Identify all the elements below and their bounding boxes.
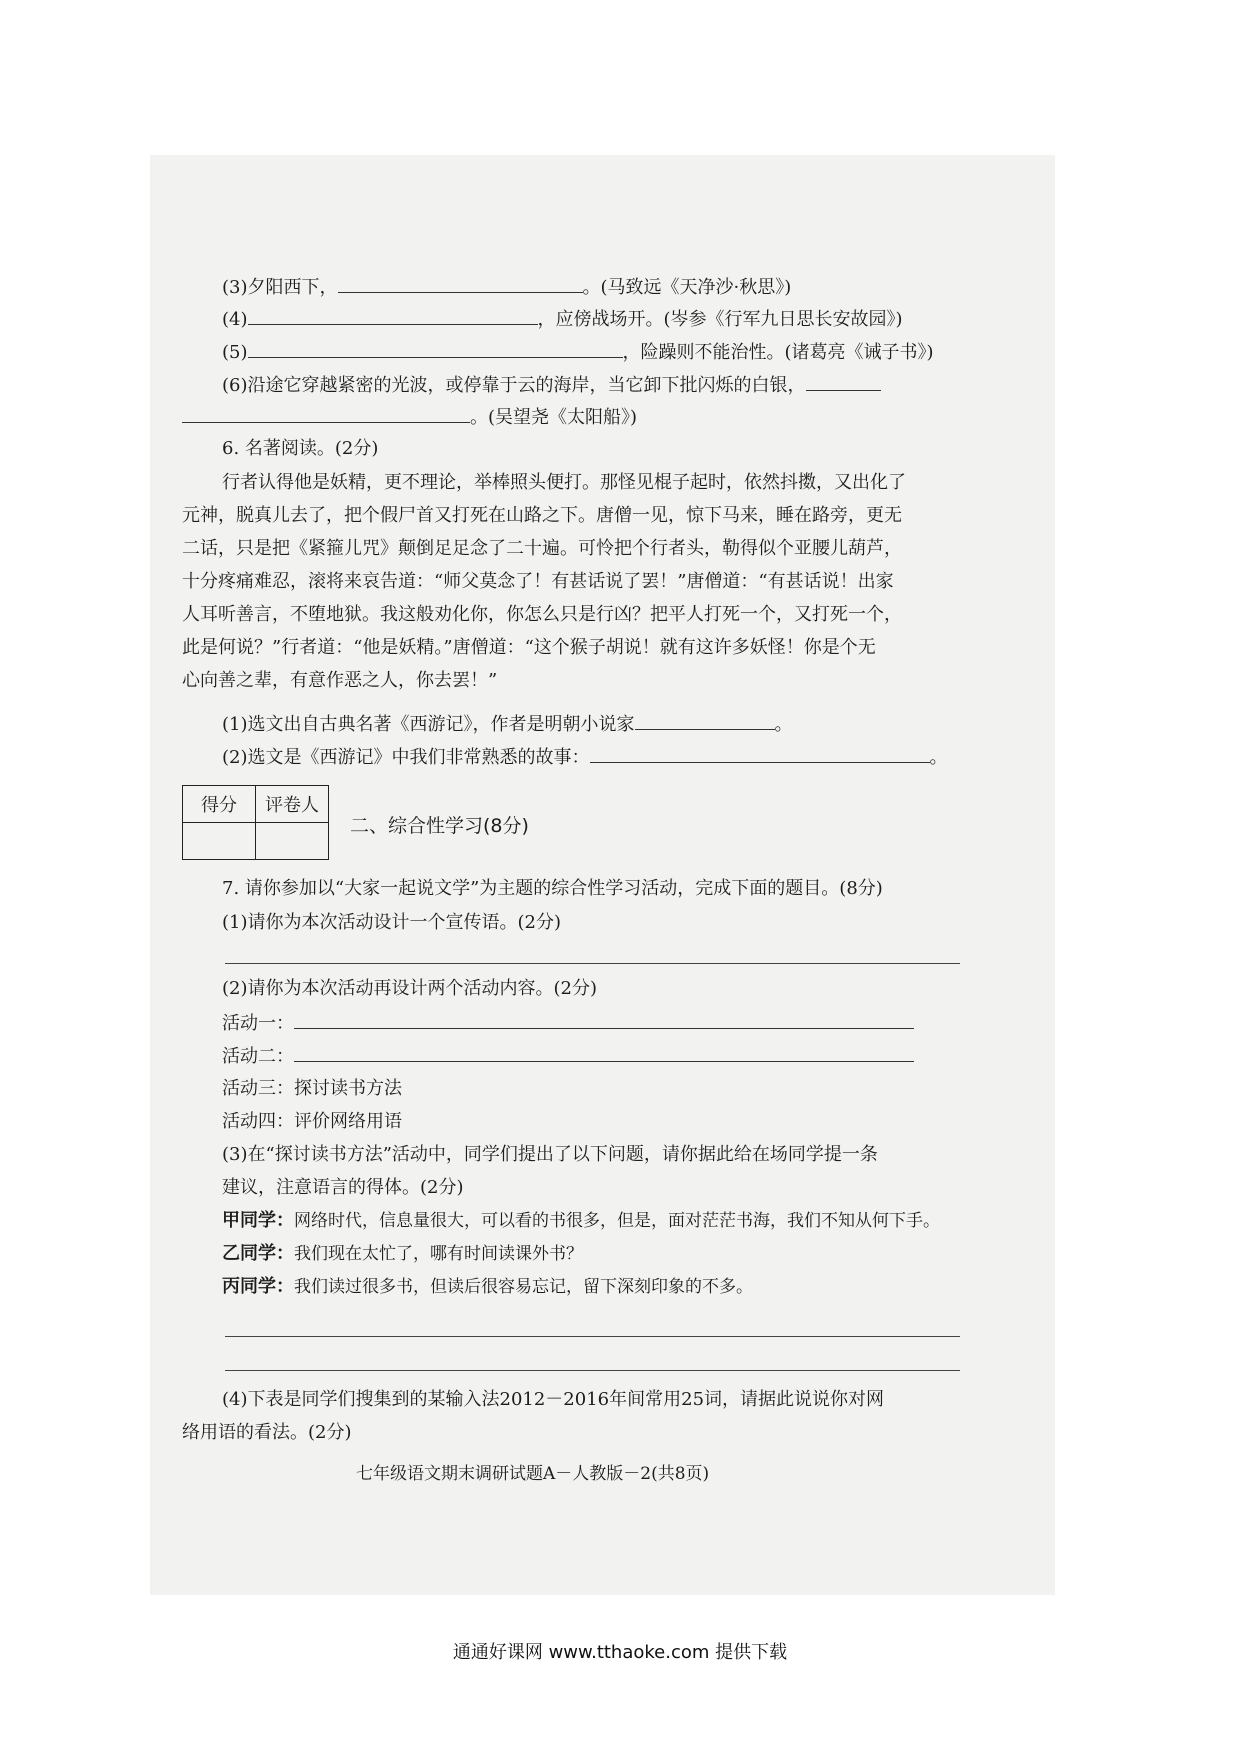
q6-passage-line-7: 心向善之辈，有意作恶之人，你去罢！” xyxy=(182,670,498,691)
q7-activity-1 xyxy=(222,1012,914,1035)
q5-item4-suffix: ，应傍战场开。(岑参《行军九日思长安故园》) xyxy=(537,309,903,330)
q6-passage-line-6: 此是何说？”行者道：“他是妖精。”唐僧道：“这个猴子胡说！就有这许多妖怪！你是个无 xyxy=(182,637,876,658)
student-yi-label: 乙同学： xyxy=(222,1243,294,1264)
answer-blank[interactable] xyxy=(294,1012,914,1029)
section-title: 二、综合性学习(8分) xyxy=(350,815,529,837)
q6-sub1-suffix: 。 xyxy=(774,714,793,735)
q5-item3-suffix: 。(马致远《天净沙·秋思》) xyxy=(582,277,792,298)
answer-blank[interactable] xyxy=(182,406,470,423)
q7-activity-2 xyxy=(222,1045,914,1068)
q5-item3-prefix: (3)夕阳西下， xyxy=(222,277,338,298)
q7-sub4-line1: (4)下表是同学们搜集到的某输入法2012－2016年间常用25词，请据此说说你对网 xyxy=(222,1389,885,1410)
answer-line[interactable] xyxy=(225,1336,960,1337)
answer-blank[interactable] xyxy=(806,374,881,391)
page-footer: 七年级语文期末调研试题A－人教版－2(共8页) xyxy=(356,1464,710,1484)
q7-heading: 7. 请你参加以“大家一起说文学”为主题的综合性学习活动，完成下面的题目。(8分) xyxy=(222,878,883,899)
student-bing-text: 我们读过很多书，但读后很容易忘记，留下深刻印象的不多。 xyxy=(294,1277,753,1297)
grader-cell[interactable] xyxy=(256,823,329,860)
q5-item6-line1 xyxy=(222,374,881,397)
q5-item6-suffix: 。(吴望尧《太阳船》) xyxy=(470,407,638,428)
q5-item6-line2 xyxy=(182,406,637,429)
site-footer: 通通好课网 www.tthaoke.com 提供下载 xyxy=(452,1642,788,1663)
q6-passage-line-5: 人耳听善言，不堕地狱。我这般劝化你，你怎么只是行凶？把平人打死一个，又打死一个， xyxy=(182,604,902,625)
answer-blank[interactable] xyxy=(248,341,623,358)
student-bing xyxy=(222,1276,753,1298)
q7-sub3-line2: 建议，注意语言的得体。(2分) xyxy=(222,1177,464,1198)
q6-passage-line-1: 行者认得他是妖精，更不理论，举棒照头便打。那怪见棍子起时，依然抖擞，又出化了 xyxy=(222,472,906,493)
student-yi-text: 我们现在太忙了，哪有时间读课外书？ xyxy=(294,1244,583,1264)
answer-blank[interactable] xyxy=(338,276,583,293)
answer-blank[interactable] xyxy=(635,713,775,730)
score-box xyxy=(182,785,329,860)
q5-item3 xyxy=(222,276,791,299)
student-yi xyxy=(222,1243,583,1265)
student-bing-label: 丙同学： xyxy=(222,1276,294,1297)
student-jia-label: 甲同学： xyxy=(222,1210,294,1231)
q5-item6-text: (6)沿途它穿越紧密的光波，或停靠于云的海岸，当它卸下批闪烁的白银， xyxy=(222,375,806,396)
q6-heading: 6. 名著阅读。(2分) xyxy=(222,438,379,459)
score-cell[interactable] xyxy=(183,823,256,860)
student-jia-text: 网络时代，信息量很大，可以看的书很多，但是，面对茫茫书海，我们不知从何下手。 xyxy=(294,1211,940,1231)
activity-1-label: 活动一： xyxy=(222,1013,294,1034)
q6-passage-line-2: 元神，脱真儿去了，把个假尸首又打死在山路之下。唐僧一见，惊下马来，睡在路旁，更无 xyxy=(182,505,902,526)
q7-sub4-line2: 络用语的看法。(2分) xyxy=(182,1422,352,1443)
q7-sub3-line1: (3)在“探讨读书方法”活动中，同学们提出了以下问题，请你据此给在场同学提一条 xyxy=(222,1144,878,1165)
q7-activity-4: 活动四：评价网络用语 xyxy=(222,1111,402,1132)
q5-item4 xyxy=(222,308,903,331)
q5-item5-suffix: ，险躁则不能治性。(诸葛亮《诫子书》) xyxy=(622,342,934,363)
q5-item4-prefix: (4) xyxy=(222,309,248,330)
q6-sub1 xyxy=(222,713,793,736)
q6-passage-line-4: 十分疼痛难忍，滚将来哀告道：“师父莫念了！有甚话说了罢！”唐僧道：“有甚话说！出家 xyxy=(182,571,894,592)
q6-passage-line-3: 二话，只是把《紧箍儿咒》颠倒足足念了二十遍。可怜把个行者头，勒得似个亚腰儿葫芦， xyxy=(182,538,902,559)
score-label: 得分 xyxy=(183,786,256,823)
q6-sub1-text: (1)选文出自古典名著《西游记》，作者是明朝小说家 xyxy=(222,714,635,735)
grader-label: 评卷人 xyxy=(256,786,329,823)
answer-blank[interactable] xyxy=(294,1045,914,1062)
q5-item5 xyxy=(222,341,934,364)
q6-sub2-suffix: 。 xyxy=(929,747,948,768)
answer-line[interactable] xyxy=(225,1370,960,1371)
answer-blank[interactable] xyxy=(590,746,930,763)
q7-sub1: (1)请你为本次活动设计一个宣传语。(2分) xyxy=(222,912,561,933)
q7-sub2: (2)请你为本次活动再设计两个活动内容。(2分) xyxy=(222,978,597,999)
q5-item5-prefix: (5) xyxy=(222,342,248,363)
scanned-page xyxy=(150,155,1055,1595)
activity-2-label: 活动二： xyxy=(222,1046,294,1067)
q6-sub2 xyxy=(222,746,948,769)
answer-line[interactable] xyxy=(225,963,960,964)
answer-blank[interactable] xyxy=(248,308,538,325)
student-jia xyxy=(222,1210,940,1232)
q6-sub2-text: (2)选文是《西游记》中我们非常熟悉的故事： xyxy=(222,747,590,768)
q7-activity-3: 活动三：探讨读书方法 xyxy=(222,1078,402,1099)
